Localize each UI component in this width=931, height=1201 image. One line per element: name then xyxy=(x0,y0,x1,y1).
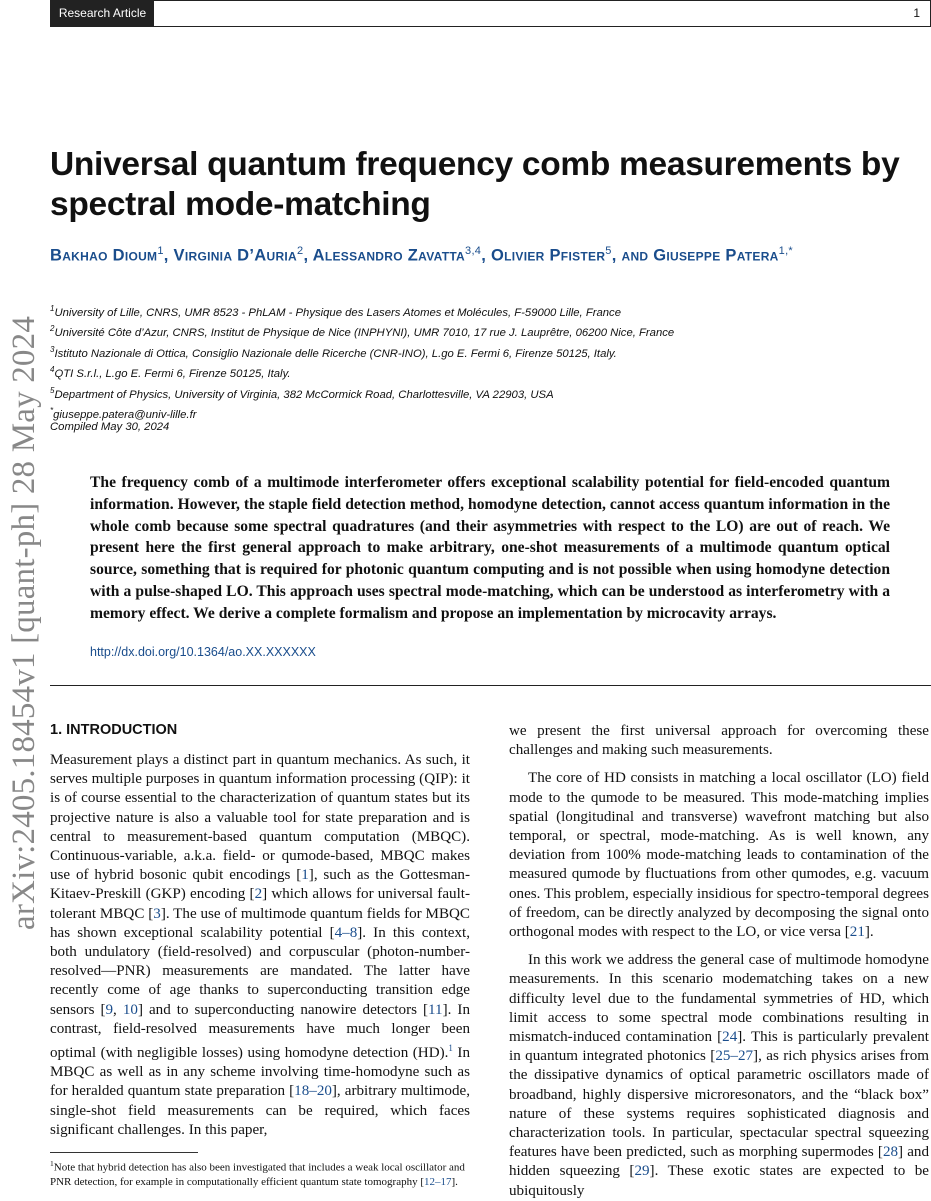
text-run: ]. The use of multimode quantum fields for MBQC has shown exceptional scalability potential [ xyxy=(50,905,470,941)
text-run: ] and hidden squeezing [ xyxy=(509,1144,929,1180)
text-run: ], as rich physics arises from the dissipative dynamics of optical parametric oscillators made of broadband, highly dispersive microresonators, and the “black box” nature of these systems requires sophisticated diagnosis and characterization tools. In particular, spectacular spectral squeezing features have been predicted, such as morphing supermodes [ xyxy=(509,1048,929,1161)
affiliation-mark: 3 xyxy=(50,344,55,354)
arxiv-stamp: arXiv:2405.18454v1 [quant-ph] 28 May 2024 xyxy=(6,315,42,930)
author-name: Bakhao Dioum xyxy=(50,246,158,265)
author-affiliation-mark: 5 xyxy=(605,245,612,257)
text-run: ]. This is particularly prevalent in quantum integrated photonics [ xyxy=(509,1029,929,1065)
affiliation-text: Université Côte d’Azur, CNRS, Institut de Physique de Nice (INPHYNI), UMR 7010, 17 rue J. Lauprêtre, 06200 Nice, France xyxy=(54,327,675,340)
affiliation-line xyxy=(50,362,930,382)
author-affiliation-mark: 1,* xyxy=(778,245,794,257)
author-affiliation-mark: 3,4 xyxy=(465,245,482,257)
left-column xyxy=(50,751,470,1140)
article-type-tag: Research Article xyxy=(51,1,154,26)
text-run: ] which allows for universal fault-tolerant MBQC [ xyxy=(50,886,470,922)
author-separator: , and xyxy=(611,246,654,265)
running-header xyxy=(50,0,931,27)
text-run: ]. xyxy=(451,1175,458,1188)
text-run: The core of HD consists in matching a local oscillator (LO) field mode to the qumode to be measured. This mode-matching implies spatial (longitudinal and transverse) wavefront matching but also temporal, or spectral, mode-matching. As is well known, any deviation from 100% mode-matching leads to contamination of the measured qumode by fluctuations from other qumodes, e.g. vacuum ones. This problem, especially insidious for spectro-temporal degrees of freedom, can be directly analyzed by decomposing the signal onto orthogonal modes with respect to the LO, or vice versa [ xyxy=(509,770,929,941)
citation-link[interactable]: 1 xyxy=(301,867,309,884)
affiliation-mark: 2 xyxy=(50,324,55,334)
text-run: ] and to superconducting nanowire detectors [ xyxy=(137,1001,429,1018)
compiled-date: Compiled May 30, 2024 xyxy=(50,421,170,433)
affiliation-line xyxy=(50,301,930,321)
affiliation-line xyxy=(50,403,930,423)
text-run: Note that hybrid detection has also been investigated that includes a weak local oscillator and PNR detection, for example in computationally efficient quantum state tomography [ xyxy=(50,1161,465,1188)
author-name: Olivier Pfister xyxy=(491,246,606,265)
intro-paragraph-3 xyxy=(509,951,929,1201)
footnote xyxy=(50,1157,470,1189)
affiliation-text: University of Lille, CNRS, UMR 8523 - PhLAM - Physique des Lasers Atomes et Molécules, F-59000 Lille, France xyxy=(54,306,621,319)
affiliation-line xyxy=(50,342,930,362)
author-separator: , xyxy=(303,246,313,265)
intro-paragraph-2 xyxy=(509,769,929,942)
citation-link[interactable]: 24 xyxy=(722,1029,738,1046)
footnote-rule xyxy=(50,1152,198,1153)
doi-link[interactable]: http://dx.doi.org/10.1364/ao.XX.XXXXXX xyxy=(90,645,316,659)
citation-link[interactable]: 10 xyxy=(122,1001,138,1018)
affiliation-text: Istituto Nazionale di Ottica, Consiglio Nazionale delle Ricerche (CNR-INO), L.go E. Fermi 6, Firenze 50125, Italy. xyxy=(54,347,617,360)
author-name: Virginia D’Auria xyxy=(173,246,298,265)
citation-link[interactable]: 4–8 xyxy=(334,924,358,941)
footnote-number: 1 xyxy=(50,1159,54,1168)
paper-title: Universal quantum frequency comb measurements by spectral mode-matching xyxy=(50,146,900,223)
author-name: Alessandro Zavatta xyxy=(312,246,466,265)
text-run: ]. xyxy=(864,924,874,941)
citation-link[interactable]: 29 xyxy=(634,1163,650,1180)
affiliation-line xyxy=(50,321,930,341)
author-affiliation-mark: 2 xyxy=(297,245,304,257)
footnote-marker[interactable]: 1 xyxy=(448,1043,453,1054)
affiliation-text: QTI S.r.l., L.go E. Fermi 6, Firenze 50125, Italy. xyxy=(54,368,291,381)
citation-link[interactable]: 12–17 xyxy=(424,1175,452,1188)
abstract: The frequency comb of a multimode interferometer offers exceptional scalability potential for field-encoded quantum information. However, the staple field detection method, homodyne detection, cannot access quantum information in the whole comb because some spectral quadratures (and their asymmetries with respect to the LO) are out of reach. We present here the first general approach to make arbitrary, one-shot measurements of a multimode quantum optical source, something that is required for photonic quantum computing and is not possible when using homodyne detection with a pulse-shaped LO. This approach uses spectral mode-matching, which can be understood as interferometry with a memory effect. We derive a complete formalism and propose an implementation by microcavity arrays. xyxy=(90,474,890,622)
citation-link[interactable]: 9 xyxy=(105,1001,114,1018)
author-separator: , xyxy=(163,246,174,265)
text-run: , xyxy=(113,1001,123,1018)
author-separator: , xyxy=(481,246,492,265)
citation-link[interactable]: 28 xyxy=(882,1144,899,1161)
affiliation-mark: 1 xyxy=(50,304,55,313)
text-run: ]. In contrast, field-resolved measurements have much longer been optimal (with negligible losses) using homodyne detection (HD). xyxy=(50,1001,470,1062)
text-run: ]. In this context, both undulatory (field-resolved) and corpuscular (photon-number-resolved—PNR) measurements are mandated. The latter have recently come of age thanks to superconducting transition edge sensors [ xyxy=(50,924,471,1018)
affiliations xyxy=(50,301,930,424)
right-column xyxy=(509,722,929,1201)
affiliation-text: Department of Physics, University of Virginia, 382 McCormick Road, Charlottesville, VA 22903, USA xyxy=(54,388,554,401)
citation-link[interactable]: 3 xyxy=(153,905,161,922)
intro-paragraph-1 xyxy=(50,751,470,1140)
affiliation-text: giuseppe.patera@univ-lille.fr xyxy=(53,409,197,422)
citation-link[interactable]: 21 xyxy=(849,924,865,941)
section-divider xyxy=(50,685,931,686)
citation-link[interactable]: 2 xyxy=(254,886,263,903)
affiliation-mark: * xyxy=(50,406,54,416)
author-list xyxy=(50,240,930,267)
citation-link[interactable]: 18–20 xyxy=(294,1083,332,1100)
page-number: 1 xyxy=(913,6,920,20)
text-run: ], arbitrary multimode, single-shot field measurements can be required, which faces significant challenges. In this paper, xyxy=(50,1083,470,1138)
intro-continuation: we present the first universal approach for overcoming these challenges and making such measurements. xyxy=(509,723,929,759)
text-run: ], such as the Gottesman-Kitaev-Preskill (GKP) encoding [ xyxy=(50,867,470,903)
affiliation-mark: 4 xyxy=(50,365,55,375)
author-name: Giuseppe Patera xyxy=(653,246,779,265)
affiliation-mark: 5 xyxy=(50,385,55,395)
text-run: In MBQC as well as in any scheme involving time-homodyne such as for heralded quantum state preparation [ xyxy=(50,1045,470,1100)
author-affiliation-mark: 1 xyxy=(157,245,164,257)
affiliation-line xyxy=(50,383,930,403)
text-run: In this work we address the general case of multimode homodyne measurements. In this scenario modematching takes on a new difficulty level due to the fundamental symmetries of HD, which limit access to some spectral mode combinations resulting in mismatch-induced contamination [ xyxy=(509,952,929,1046)
citation-link[interactable]: 11 xyxy=(428,1001,443,1018)
text-run: Measurement plays a distinct part in quantum mechanics. As such, it serves multiple purposes in quantum information processing (QIP): it is of course essential to the characterization of quantum states but its projective nature is also a valuable tool for state preparation and is central to measurement-based quantum computation (MBQC). Continuous-variable, a.k.a. field- or qumode-based, MBQC makes use of hybrid bosonic qubit encodings [ xyxy=(50,752,470,884)
text-run: ]. These exotic states are expected to be ubiquitously xyxy=(509,1163,930,1199)
section-heading: 1. INTRODUCTION xyxy=(50,722,178,738)
citation-link[interactable]: 25–27 xyxy=(715,1048,754,1065)
